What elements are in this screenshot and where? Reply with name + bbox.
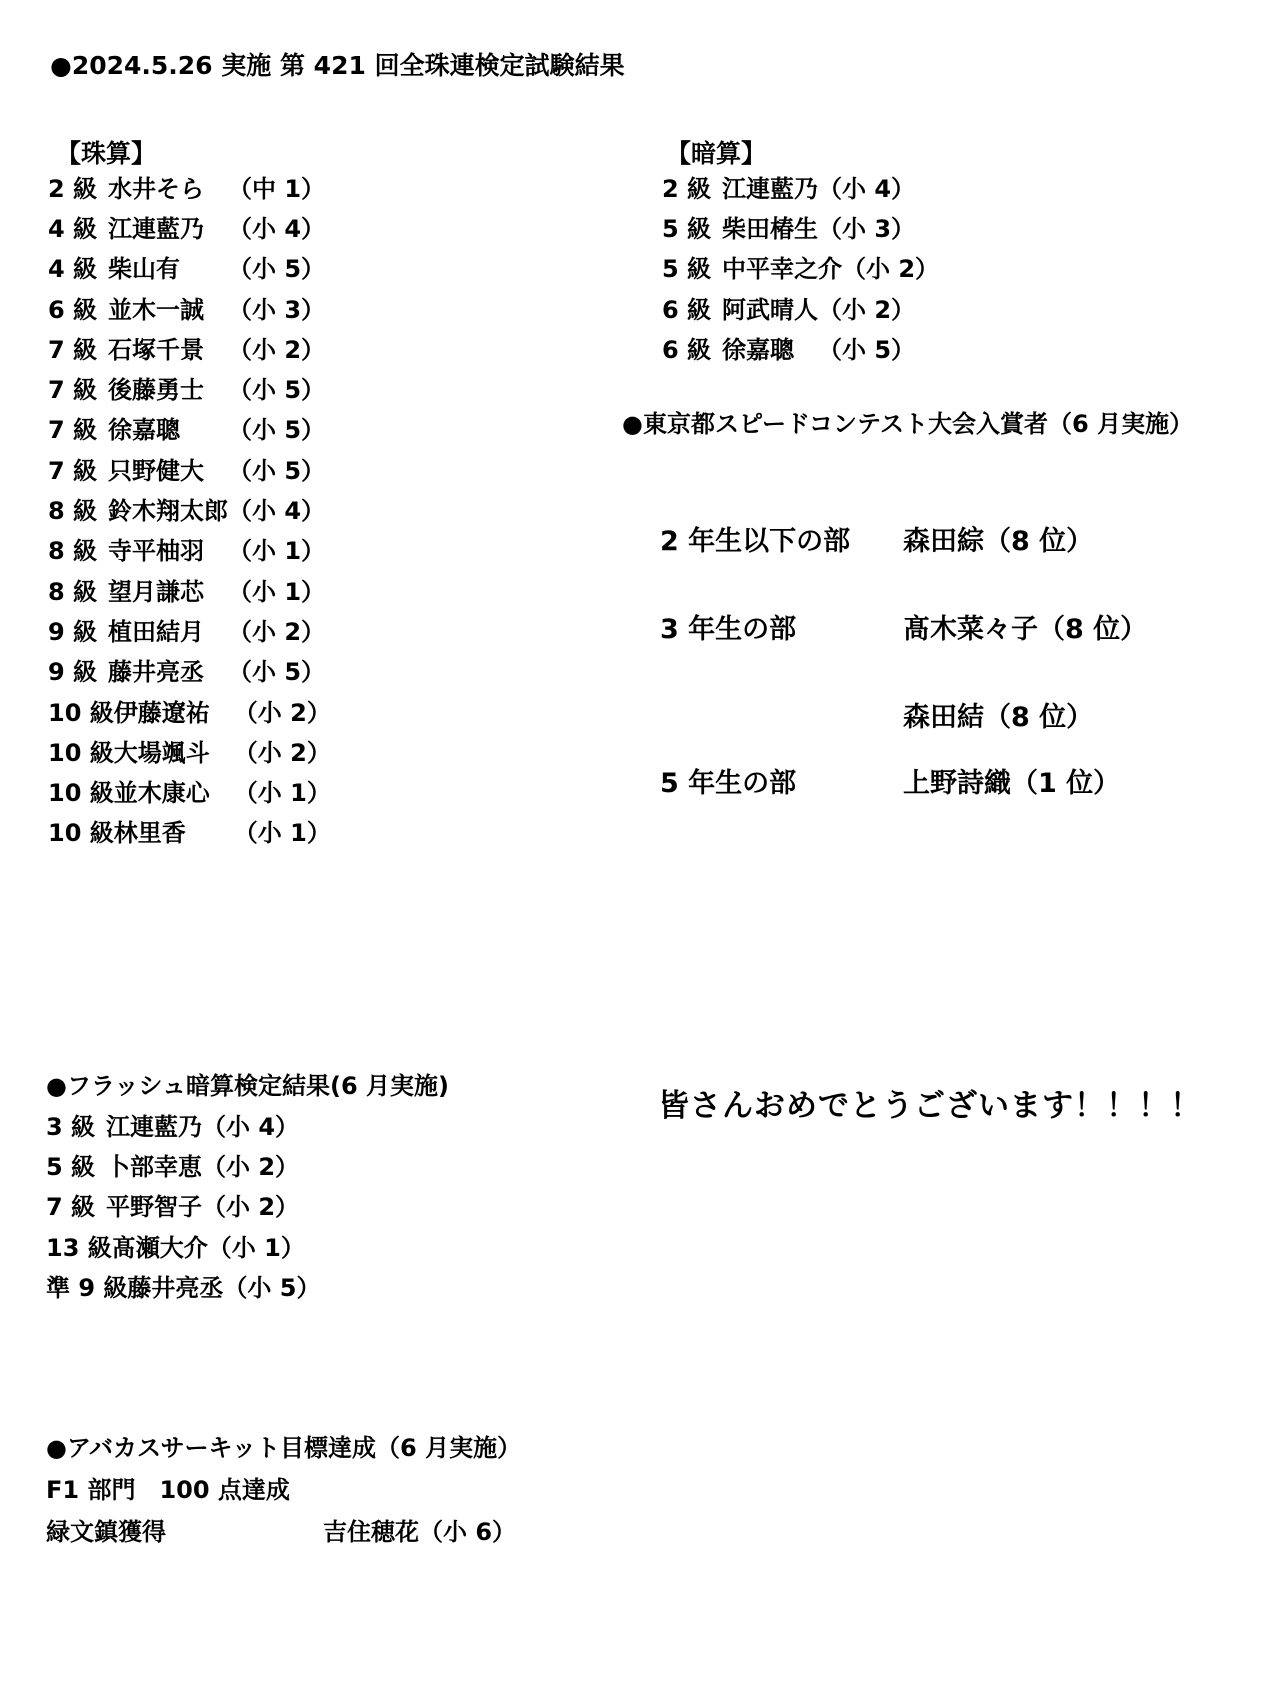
level-label: 4 級 bbox=[48, 214, 98, 243]
anzan-section-header: 【暗算】 bbox=[666, 139, 767, 168]
congratulations-message: 皆さんおめでとうございます！！！！ bbox=[658, 1088, 1202, 1124]
student-name: 伊藤遼祐 bbox=[113, 698, 210, 727]
shuzan-result-row bbox=[48, 690, 331, 730]
school-grade: （小 2） bbox=[842, 255, 940, 284]
shuzan-result-row bbox=[48, 770, 331, 810]
level-label: 10 級 bbox=[48, 779, 114, 808]
level-label: 7 級 bbox=[48, 335, 98, 364]
student-name: 髙瀬大介 bbox=[111, 1233, 208, 1262]
anzan-result-row bbox=[662, 166, 939, 206]
anzan-result-list bbox=[662, 166, 939, 367]
flash-anzan-row bbox=[46, 1185, 320, 1225]
student-name: 藤井亮丞 bbox=[127, 1273, 224, 1302]
shuzan-result-row bbox=[48, 811, 331, 851]
shuzan-result-row bbox=[48, 247, 331, 287]
student-name: 藤井亮丞 bbox=[108, 658, 204, 687]
level-label: 3 級 bbox=[46, 1112, 96, 1141]
level-label: 4 級 bbox=[48, 255, 98, 284]
school-grade: （小 2） bbox=[818, 295, 916, 324]
shuzan-result-row bbox=[48, 287, 331, 327]
shuzan-result-row bbox=[48, 367, 331, 407]
level-label: 9 級 bbox=[48, 617, 98, 646]
anzan-result-row bbox=[662, 327, 939, 367]
student-name: 江連藍乃 bbox=[722, 174, 818, 203]
school-grade: （小 2） bbox=[233, 698, 331, 727]
student-name: 江連藍乃 bbox=[106, 1112, 202, 1141]
shuzan-section-header: 【珠算】 bbox=[56, 139, 157, 168]
level-label: 8 級 bbox=[48, 577, 98, 606]
level-label: 2 級 bbox=[662, 174, 712, 203]
school-grade: （中 1） bbox=[228, 174, 326, 203]
student-name: 植田結月 bbox=[108, 617, 204, 646]
abacus-circuit-award-row bbox=[46, 1512, 516, 1547]
school-grade: （小 2） bbox=[228, 617, 326, 646]
student-name: 徐嘉聰 bbox=[722, 335, 794, 364]
shuzan-result-row bbox=[48, 569, 331, 609]
anzan-result-row bbox=[662, 287, 939, 327]
student-name: 江連藍乃 bbox=[108, 214, 204, 243]
school-grade: （小 3） bbox=[228, 295, 326, 324]
speed-contest-row bbox=[660, 593, 1147, 659]
level-label: 8 級 bbox=[48, 497, 98, 526]
winner-name: 髙木菜々子（8 位） bbox=[903, 613, 1148, 645]
flash-anzan-list bbox=[46, 1104, 320, 1305]
level-label: 10 級 bbox=[48, 819, 114, 848]
level-label: 10 級 bbox=[48, 738, 114, 767]
level-label: 7 級 bbox=[48, 416, 98, 445]
award-winner-name: 吉住穂花（小 6） bbox=[323, 1518, 517, 1546]
student-name: 中平幸之介 bbox=[722, 255, 842, 284]
school-grade: （小 2） bbox=[202, 1152, 300, 1181]
level-label: 7 級 bbox=[48, 456, 98, 485]
school-grade: （小 2） bbox=[228, 335, 326, 364]
student-name: 石塚千景 bbox=[108, 335, 204, 364]
school-grade: （小 1） bbox=[207, 1233, 305, 1262]
winner-name: 上野詩織（1 位） bbox=[903, 767, 1121, 799]
anzan-result-row bbox=[662, 206, 939, 246]
level-label: 6 級 bbox=[662, 295, 712, 324]
level-label: 7 級 bbox=[48, 376, 98, 405]
flash-anzan-row bbox=[46, 1104, 320, 1144]
abacus-circuit-achievement: F1 部門 100 点達成 bbox=[46, 1476, 290, 1504]
speed-contest-row bbox=[660, 681, 1147, 747]
division-label: 3 年生の部 bbox=[660, 613, 797, 645]
level-label: 13 級 bbox=[46, 1233, 112, 1262]
level-label: 7 級 bbox=[46, 1193, 96, 1222]
student-name: 望月謙芯 bbox=[108, 577, 204, 606]
student-name: 水井そら bbox=[108, 174, 204, 203]
shuzan-result-row bbox=[48, 206, 331, 246]
school-grade: （小 5） bbox=[228, 416, 326, 445]
shuzan-result-row bbox=[48, 730, 331, 770]
school-grade: （小 1） bbox=[228, 577, 326, 606]
shuzan-result-list bbox=[48, 166, 331, 851]
shuzan-result-row bbox=[48, 448, 331, 488]
shuzan-result-row bbox=[48, 408, 331, 448]
division-label: 5 年生の部 bbox=[660, 767, 797, 799]
level-label: 8 級 bbox=[48, 537, 98, 566]
division-label: 2 年生以下の部 bbox=[660, 525, 851, 557]
shuzan-result-row bbox=[48, 327, 331, 367]
level-label: 5 級 bbox=[662, 214, 712, 243]
school-grade: （小 5） bbox=[818, 335, 916, 364]
shuzan-result-row bbox=[48, 650, 331, 690]
student-name: 並木康心 bbox=[113, 779, 210, 808]
student-name: 平野智子 bbox=[106, 1193, 202, 1222]
winner-name: 森田綜（8 位） bbox=[903, 525, 1094, 557]
level-label: 6 級 bbox=[662, 335, 712, 364]
flash-anzan-row bbox=[46, 1225, 320, 1265]
school-grade: （小 4） bbox=[228, 214, 326, 243]
shuzan-result-row bbox=[48, 609, 331, 649]
speed-contest-row bbox=[660, 505, 1147, 571]
student-name: 阿武晴人 bbox=[722, 295, 818, 324]
student-name: 柴山有 bbox=[108, 255, 180, 284]
school-grade: （小 1） bbox=[228, 537, 326, 566]
document-title: ●2024.5.26 実施 第 421 回全珠連検定試験結果 bbox=[50, 51, 625, 80]
speed-contest-list bbox=[660, 505, 1147, 813]
shuzan-result-row bbox=[48, 529, 331, 569]
level-label: 10 級 bbox=[48, 698, 114, 727]
shuzan-result-row bbox=[48, 488, 331, 528]
school-grade: （小 5） bbox=[223, 1273, 321, 1302]
level-label: 5 級 bbox=[46, 1152, 96, 1181]
student-name: 寺平柚羽 bbox=[108, 537, 204, 566]
flash-anzan-row bbox=[46, 1144, 320, 1184]
school-grade: （小 1） bbox=[233, 819, 331, 848]
school-grade: （小 4） bbox=[202, 1112, 300, 1141]
flash-anzan-header: ●フラッシュ暗算検定結果(6 月実施) bbox=[46, 1072, 449, 1100]
award-label: 緑文鎮獲得 bbox=[46, 1518, 166, 1546]
level-label: 9 級 bbox=[48, 658, 98, 687]
student-name: 後藤勇士 bbox=[108, 376, 204, 405]
student-name: 並木一誠 bbox=[108, 295, 204, 324]
student-name: 大場颯斗 bbox=[113, 738, 210, 767]
school-grade: （小 5） bbox=[228, 658, 326, 687]
level-label: 6 級 bbox=[48, 295, 98, 324]
student-name: 只野健大 bbox=[108, 456, 204, 485]
student-name: 柴田椿生 bbox=[722, 214, 818, 243]
school-grade: （小 5） bbox=[228, 456, 326, 485]
school-grade: （小 2） bbox=[202, 1193, 300, 1222]
anzan-result-row bbox=[662, 247, 939, 287]
school-grade: （小 3） bbox=[818, 214, 916, 243]
speed-contest-header: ●東京都スピードコンテスト大会入賞者（6 月実施） bbox=[622, 410, 1194, 438]
level-label: 準 9 級 bbox=[46, 1273, 128, 1302]
student-name: 林里香 bbox=[113, 819, 186, 848]
student-name: 徐嘉聰 bbox=[108, 416, 180, 445]
student-name: 卜部幸恵 bbox=[106, 1152, 202, 1181]
school-grade: （小 4） bbox=[228, 497, 326, 526]
level-label: 5 級 bbox=[662, 255, 712, 284]
school-grade: （小 1） bbox=[233, 779, 331, 808]
speed-contest-row bbox=[660, 747, 1147, 813]
school-grade: （小 2） bbox=[233, 738, 331, 767]
flash-anzan-row bbox=[46, 1265, 320, 1305]
shuzan-result-row bbox=[48, 166, 331, 206]
level-label: 2 級 bbox=[48, 174, 98, 203]
school-grade: （小 4） bbox=[818, 174, 916, 203]
school-grade: （小 5） bbox=[228, 376, 326, 405]
abacus-circuit-header: ●アバカスサーキット目標達成（6 月実施） bbox=[46, 1434, 522, 1462]
winner-name: 森田結（8 位） bbox=[903, 701, 1094, 733]
student-name: 鈴木翔太郎 bbox=[108, 497, 228, 526]
school-grade: （小 5） bbox=[228, 255, 326, 284]
